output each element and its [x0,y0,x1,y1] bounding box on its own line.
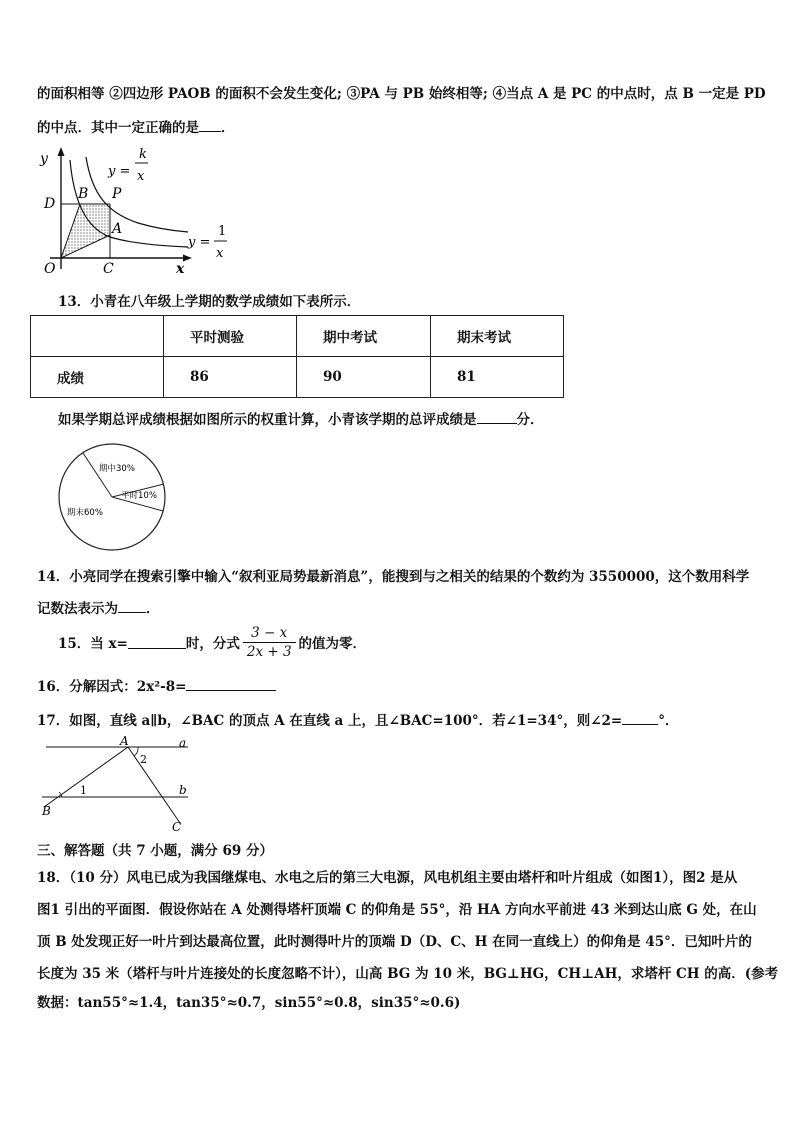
q17-end: °． [658,713,679,729]
q13-question-end: 分． [516,412,544,428]
q15-middle: 时，分式 [185,636,240,652]
label-c: C [103,261,114,277]
q18-line: 数据：tan55°≈1.4，tan35°≈0.7，sin55°≈0.8，sin35°≈0.6) [37,995,461,1011]
q12-line2 [37,116,235,136]
label-point-c: C [172,820,182,834]
table-header-row [31,316,564,357]
label-angle-2: 2 [140,753,147,766]
q13-question-text: 如果学期总评成绩根据如图所示的权重计算，小青该学期的总评成绩是 [58,412,477,428]
q15-prefix: 15．当 x= [58,636,128,652]
curve-k-prefix: y = [108,164,131,179]
label-point-a: A [120,735,129,748]
q18-line: 图1 引出的平面图．假设你站在 A 处测得塔杆顶端 C 的仰角是 55°，沿 HA 方向水平前进 43 米到达山底 G 处，在山 [37,902,757,918]
q12-line1: 的面积相等 ②四边形 PAOB 的面积不会发生变化; ③PA 与 PB 始终相等; ④当点 A 是 PC 的中点时，点 B 一定是 PD [37,86,766,102]
curve-1-num: 1 [218,224,227,239]
table-cell: 86 [164,357,297,398]
label-line-b: b [179,783,187,797]
label-p: P [112,186,122,202]
q13-title: 13．小青在八年级上学期的数学成绩如下表所示． [58,294,361,310]
q17-answer-blank[interactable] [622,712,658,725]
segment-ac [128,747,180,823]
table-header-cell: 平时测验 [164,316,297,357]
q12-function-graph [38,145,238,280]
section-3-title: 三、解答题（共 7 小题，满分 69 分） [37,843,273,859]
q14-line1: 14．小亮同学在搜索引擎中输入“叙利亚局势最新消息”，能搜到与之相关的结果的个数约为 3550000，这个数用科学 [37,569,750,585]
q17-parallel-lines-figure [38,735,198,835]
q12-answer-blank[interactable] [199,119,221,132]
q15-fraction-numerator: 3 − x [243,624,296,643]
q18-line: 顶 B 处发现正好一叶片到达最高位置，此时测得叶片的顶端 D（D、C、H 在同一直线上）的仰角是 45°．已知叶片的 [37,934,752,950]
table-header-cell [31,316,164,357]
q13-question [58,408,544,428]
pie-slice-label: 平时10% [121,491,157,501]
q14-answer-blank[interactable] [118,600,146,613]
label-a: A [112,221,123,237]
curve-k-num: k [139,147,147,162]
label-y: y [40,151,48,167]
q14-line2-text: 记数法表示为 [37,601,118,617]
q18-line: 18．（10 分）风电已成为我国继煤电、水电之后的第三大电源，风电机组主要由塔杆和叶片组成（如图1），图2 是从 [37,870,738,886]
table-row [31,357,564,398]
table-cell: 81 [431,357,564,398]
table-row-label: 成绩 [31,357,164,398]
q15-answer-blank[interactable] [128,636,186,649]
segment-ab [44,747,128,807]
q18-line: 长度为 35 米（塔杆与叶片连接处的长度忽略不计），山高 BG 为 10 米，BG⊥HG，CH⊥AH，求塔杆 CH 的高．(参考 [37,966,779,982]
shaded-region [61,204,110,258]
q15-fraction [243,624,296,661]
label-angle-1: 1 [80,784,87,797]
label-b: B [78,186,89,202]
weight-pie-chart [55,440,170,555]
q16-text: 16．分解因式：2x²-8= [37,679,187,695]
q15-fraction-denominator: 2x + 3 [246,643,292,660]
label-x: x [176,261,185,277]
label-d: D [44,196,56,212]
q16-line [37,675,276,695]
score-table [30,315,564,398]
q17-line [37,709,678,729]
q14-line2 [37,597,160,617]
label-o: O [44,261,56,277]
q16-answer-blank[interactable] [186,678,276,691]
q15-suffix: 的值为零． [298,636,367,652]
q14-line2-end: ． [146,601,160,617]
curve-k-den: x [137,169,145,184]
y-axis-arrow [58,147,65,156]
pie-slice-label: 期中30% [99,464,135,474]
q15-line [58,621,366,663]
label-line-a: a [179,736,187,750]
q13-answer-blank[interactable] [477,411,517,424]
table-header-cell: 期末考试 [431,316,564,357]
curve-1-prefix: y = [188,235,211,250]
curve-1-den: x [216,246,224,261]
table-cell: 90 [297,357,431,398]
table-header-cell: 期中考试 [297,316,431,357]
angle-2-arc [134,747,138,756]
q17-text: 17．如图，直线 a∥b，∠BAC 的顶点 A 在直线 a 上，且∠BAC=100°．若∠1=34°，则∠2= [37,713,623,729]
label-point-b: B [42,804,51,818]
pie-slice-label: 期末60% [67,508,103,518]
q12-line2-text: 的中点．其中一定正确的是 [37,120,199,136]
q12-line2-end: ． [221,120,235,136]
